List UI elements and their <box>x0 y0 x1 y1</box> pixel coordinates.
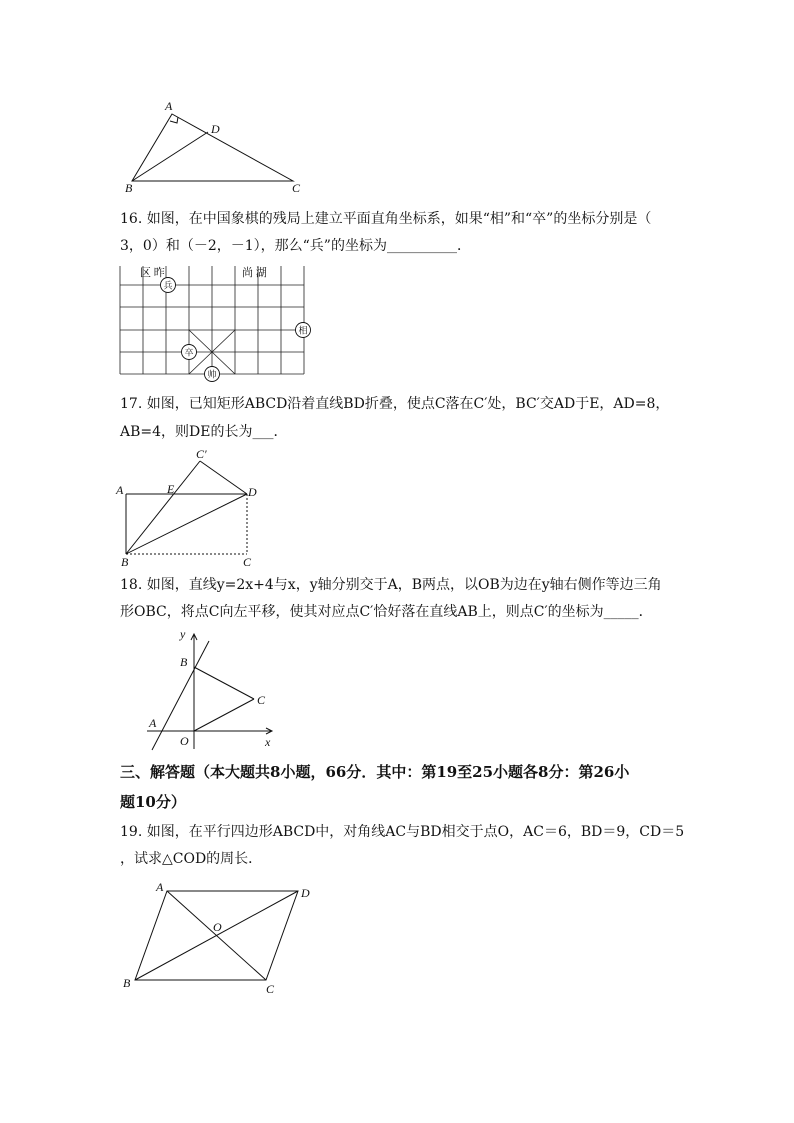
rect-vertex-e-label: E <box>167 482 175 496</box>
q16-line2: 3，0）和（－2，－1），那么“兵”的坐标为__________． <box>120 238 471 254</box>
para-vertex-a-label: A <box>156 880 164 894</box>
q19-line2: ，试求△COD的周长． <box>120 851 263 867</box>
parallelogram-lines <box>135 891 298 980</box>
para-vertex-b-label: B <box>123 976 131 990</box>
piece-xiang-label: 相 <box>298 326 308 337</box>
para-vertex-d-label: D <box>301 886 310 900</box>
rect-vertex-d-label: D <box>248 485 257 499</box>
point-c-label: C <box>257 693 266 707</box>
q19-line1: 19. 如图，在平行四边形ABCD中，对角线AC与BD相交于点O，AC＝6，BD＝9，CD＝5 <box>120 824 685 840</box>
axis-x-label: x <box>265 735 271 749</box>
axis-y-label: y <box>180 627 186 641</box>
vertex-c-label: C <box>292 181 301 195</box>
point-a-label: A <box>149 716 157 730</box>
vertex-d-label: D <box>211 122 220 136</box>
vertex-a-label: A <box>165 99 173 113</box>
piece-zu-label: 卒 <box>184 348 194 359</box>
rect-vertex-c-label: C <box>243 555 252 569</box>
piece-bing-label: 兵 <box>163 281 173 292</box>
piece-shuai-label: 帅 <box>207 370 217 381</box>
section-3-heading-line2: 题10分） <box>120 793 186 811</box>
point-b-label: B <box>180 655 188 669</box>
vertex-b-label: B <box>125 181 133 195</box>
rect-vertex-c1-label: C′ <box>196 447 207 461</box>
q16-line1: 16. 如图，在中国象棋的残局上建立平面直角坐标系，如果“相”和“卒”的坐标分别是（ <box>120 211 652 227</box>
q18-line2: 形OBC，将点C向左平移，使其对应点C′恰好落在直线AB上，则点C′的坐标为_____． <box>120 604 653 620</box>
board-river-text-left: 区 昨 <box>140 267 165 279</box>
origin-o-label: O <box>180 734 189 748</box>
para-center-o-label: O <box>213 920 222 934</box>
para-vertex-c-label: C <box>266 982 275 996</box>
rect-vertex-b-label: B <box>121 555 129 569</box>
q18-line1: 18. 如图，直线y=2x+4与x，y轴分别交于A，B两点，以OB为边在y轴右侧作等边三角 <box>120 577 662 593</box>
q17-line1: 17. 如图，已知矩形ABCD沿着直线BD折叠，使点C落在C′处，BC′交AD于E，AD=8， <box>120 396 670 412</box>
section-3-heading-line1: 三、解答题（本大题共8小题，66分．其中：第19至25小题各8分：第26小 <box>120 763 630 781</box>
rect-vertex-a-label: A <box>116 483 124 497</box>
q17-line2: AB=4，则DE的长为___． <box>120 424 288 440</box>
board-river-text-right: 尚 湖 <box>242 267 267 279</box>
